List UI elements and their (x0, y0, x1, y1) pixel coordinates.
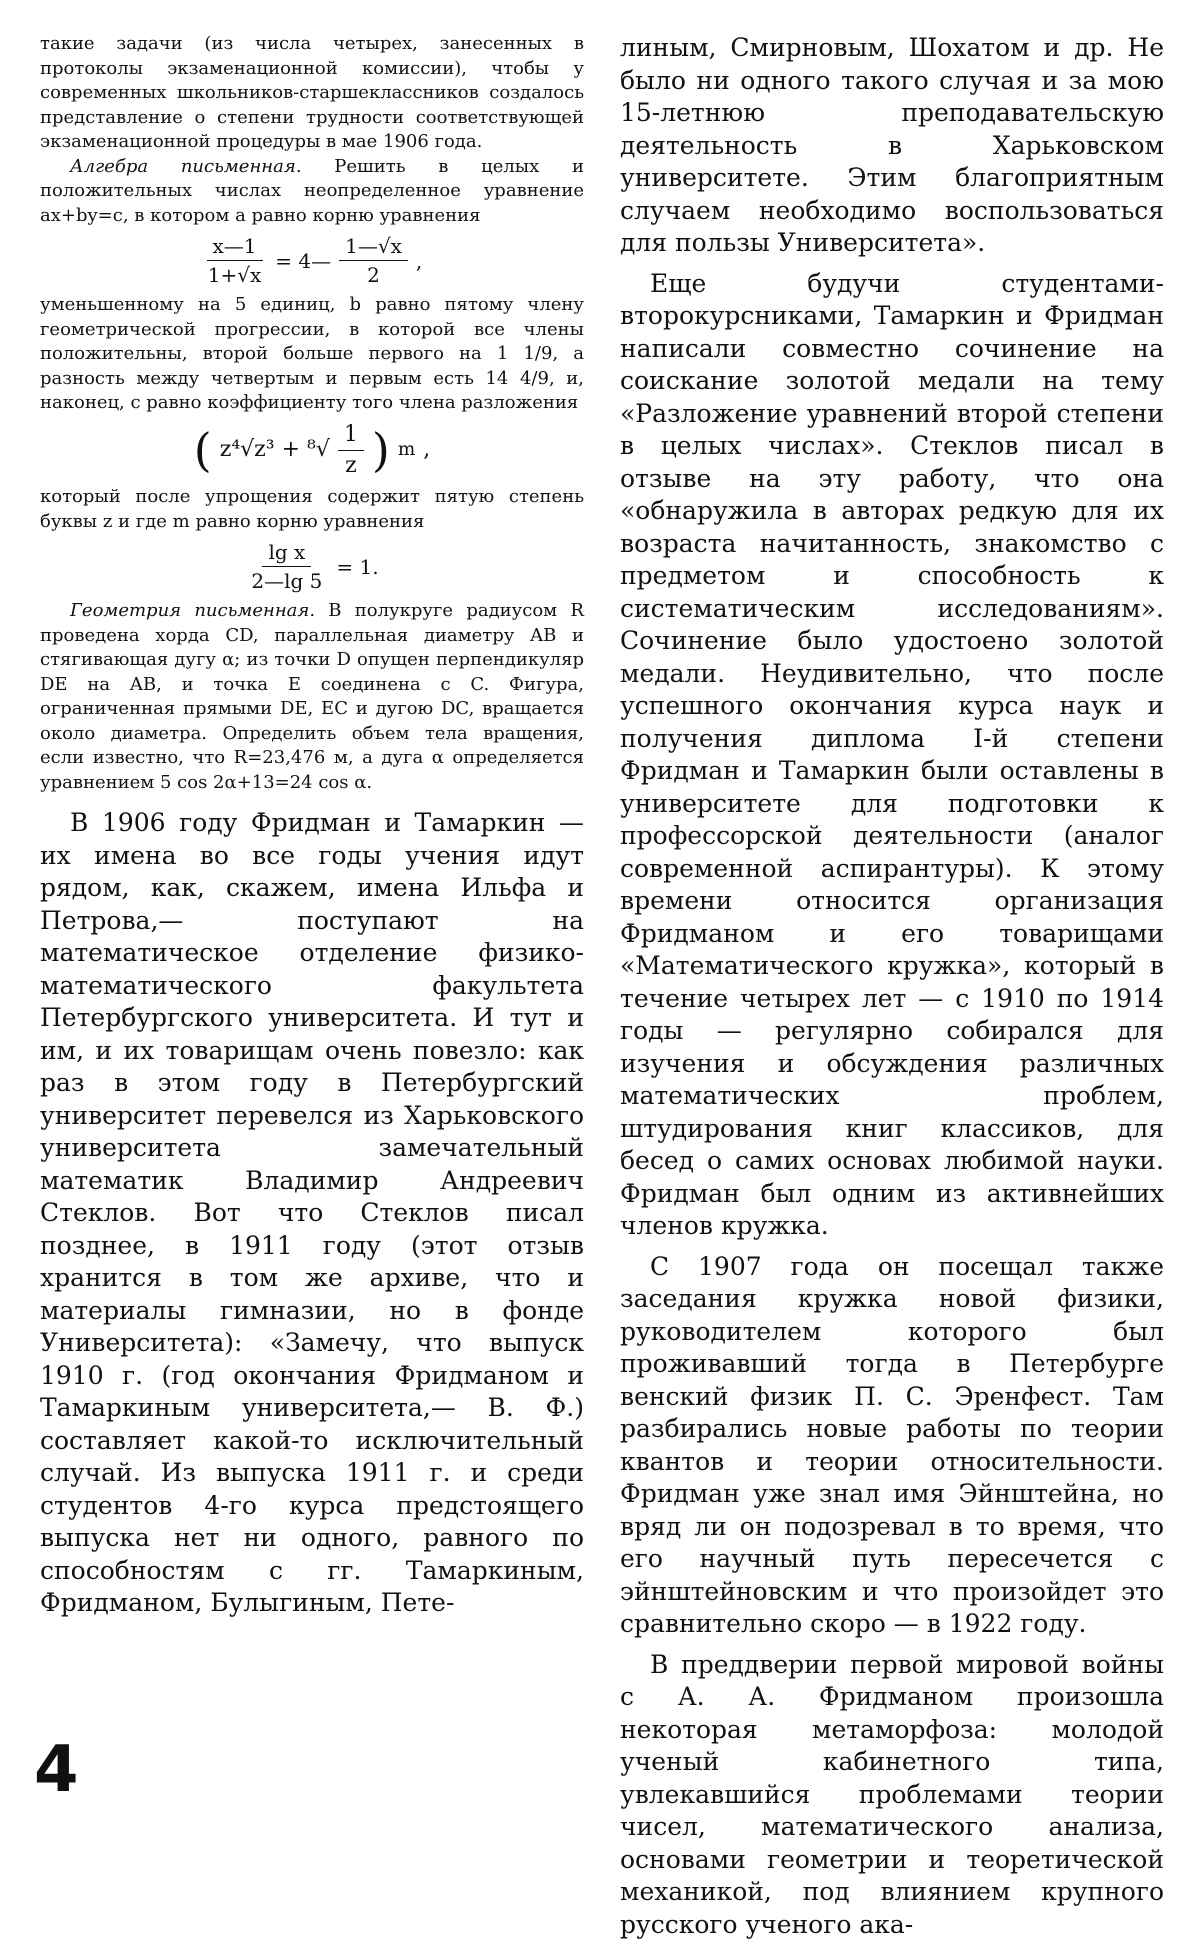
algebra-task-text: Решить в целых и положительных числах неопределенное уравнение ax+by=c, в котором a равно корню уравнения (40, 156, 584, 226)
equation-1-middle: = 4— (275, 249, 331, 273)
equation-2-num: 1 (338, 422, 364, 451)
equation-1-num-right: 1—√x (339, 234, 408, 261)
root-paragraph: который после упрощения содержит пятую степень буквы z и где m равно корню уравнения (40, 485, 584, 534)
geometry-task-title: Геометрия письменная. (70, 600, 315, 621)
intro-paragraph: такие задачи (из числа четырех, занесенных в протоколы экзаменационной комиссии), чтобы у современных школьников-старшеклассников создалось представление о степени трудности соответствующей экзаменационной процедуры в мае 1906 года. (40, 32, 584, 155)
war-paragraph: В преддверии первой мировой войны с А. А. Фридманом произошла некоторая метаморфоза: молодой ученый кабинетного типа, увлекавшийся проблемами теории чисел, математического анализа, основами геометрии и теоретической механикой, под влиянием крупного русского ученого ака- (620, 1649, 1164, 1941)
equation-3-end: = 1. (336, 555, 378, 579)
right-column (620, 32, 1164, 1941)
equation-3 (40, 540, 584, 593)
progression-paragraph: уменьшенному на 5 единиц, b равно пятому члену геометрической прогрессии, в которой все члены положительны, второй больше первого на 1 1/9, а разность между четвертым и первым есть 14 4/9, и, наконец, c равно коэффициенту того члена разложения (40, 293, 584, 416)
equation-1-num-left: x—1 (207, 234, 263, 261)
equation-1 (40, 234, 584, 287)
equation-2-base: z⁴√z³ + ⁸√ (220, 437, 330, 463)
equation-1-fraction-right (339, 234, 408, 287)
equation-2-exponent: m (398, 439, 415, 461)
geometry-task-text: В полукруге радиусом R проведена хорда CD, параллельная диаметру AB и стягивающая дугу α; из точки D опущен перпендикуляр DE на AB, и точка E соединена с C. Фигура, ограниченная прямыми DE, EC и дугою DC, вращается около диаметра. Определить объем тела вращения, если известно, что R=23,476 м, а дуга α определяется уравнением 5 cos 2α+13=24 cos α. (40, 600, 584, 793)
equation-2-fraction (338, 422, 364, 480)
algebra-task-paragraph (40, 155, 584, 229)
equation-3-fraction (245, 540, 328, 593)
equation-2-end: , (423, 437, 430, 463)
equation-1-end: , (416, 249, 422, 273)
equation-3-num: lg x (262, 540, 311, 567)
gold-medal-paragraph: Еще будучи студентами-второкурсниками, Тамаркин и Фридман написали совместно сочинение на соискание золотой медали на тему «Разложение уравнений второй степени в целых числах». Стеклов писал в отзыве на эту работу, что она «обнаружила в авторах редкую для их возраста начитанность, знакомство с предметом и способность к систематическим исследованиям». Сочинение было удостоено золотой медали. Неудивительно, что после успешного окончания курса наук и получения диплома I-й степени Фридман и Тамаркин были оставлены в университете для подготовки к профессорской деятельности (аналог современной аспирантуры). К этому времени относится организация Фридманом и его товарищами «Математического кружка», который в течение четырех лет — с 1910 по 1914 годы — регулярно собирался для изучения и обсуждения различных математических проблем, штудирования книг классиков, для бесед о самих основах любимой науки. Фридман был одним из активнейших членов кружка. (620, 268, 1164, 1243)
equation-2-open-paren: ( (194, 427, 212, 473)
equation-2-den: z (339, 451, 363, 479)
equation-2 (40, 422, 584, 480)
geometry-task-paragraph (40, 599, 584, 795)
university-paragraph: В 1906 году Фридман и Тамаркин — их имена во все годы учения идут рядом, как, скажем, имена Ильфа и Петрова,— поступают на математическое отделение физико-математического факультета Петербургского университета. И тут и им, и их товарищам очень повезло: как раз в этом году в Петербургский университет перевелся из Харьковского университета замечательный математик Владимир Андреевич Стеклов. Вот что Стеклов писал позднее, в 1911 году (этот отзыв хранится в том же архиве, что и материалы гимназии, но в фонде Университета): «Замечу, что выпуск 1910 г. (год окончания Фридманом и Тамаркиным университета,— В. Ф.) составляет какой-то исключительный случай. Из выпуска 1911 г. и среди студентов 4-го курса предстоящего выпуска нет ни одного, равного по способностям с гг. Тамаркиным, Фридманом, Булыгиным, Пете- (40, 807, 584, 1620)
left-column (40, 32, 584, 1620)
equation-3-den: 2—lg 5 (245, 567, 328, 593)
equation-1-den-right: 2 (361, 261, 386, 287)
physics-circle-paragraph: С 1907 года он посещал также заседания кружка новой физики, руководителем которого был проживавший тогда в Петербурге венский физик П. С. Эренфест. Там разбирались новые работы по теории квантов и теории относительности. Фридман уже знал имя Эйнштейна, но вряд ли он подозревал в то время, что его научный путь пересечется с эйнштейновским и что произойдет это сравнительно скоро — в 1922 году. (620, 1251, 1164, 1641)
steklov-quote-end-paragraph: линым, Смирновым, Шохатом и др. Не было ни одного такого случая и за мою 15-летнюю преподавательскую деятельность в Харьковском университете. Этим благоприятным случаем необходимо воспользоваться для пользы Университета». (620, 32, 1164, 260)
equation-1-den-left: 1+√x (202, 261, 268, 287)
algebra-task-title: Алгебра письменная. (70, 156, 302, 177)
equation-2-close-paren: ) (372, 427, 390, 473)
page-number: 4 (34, 1738, 79, 1802)
equation-1-fraction-left (202, 234, 268, 287)
